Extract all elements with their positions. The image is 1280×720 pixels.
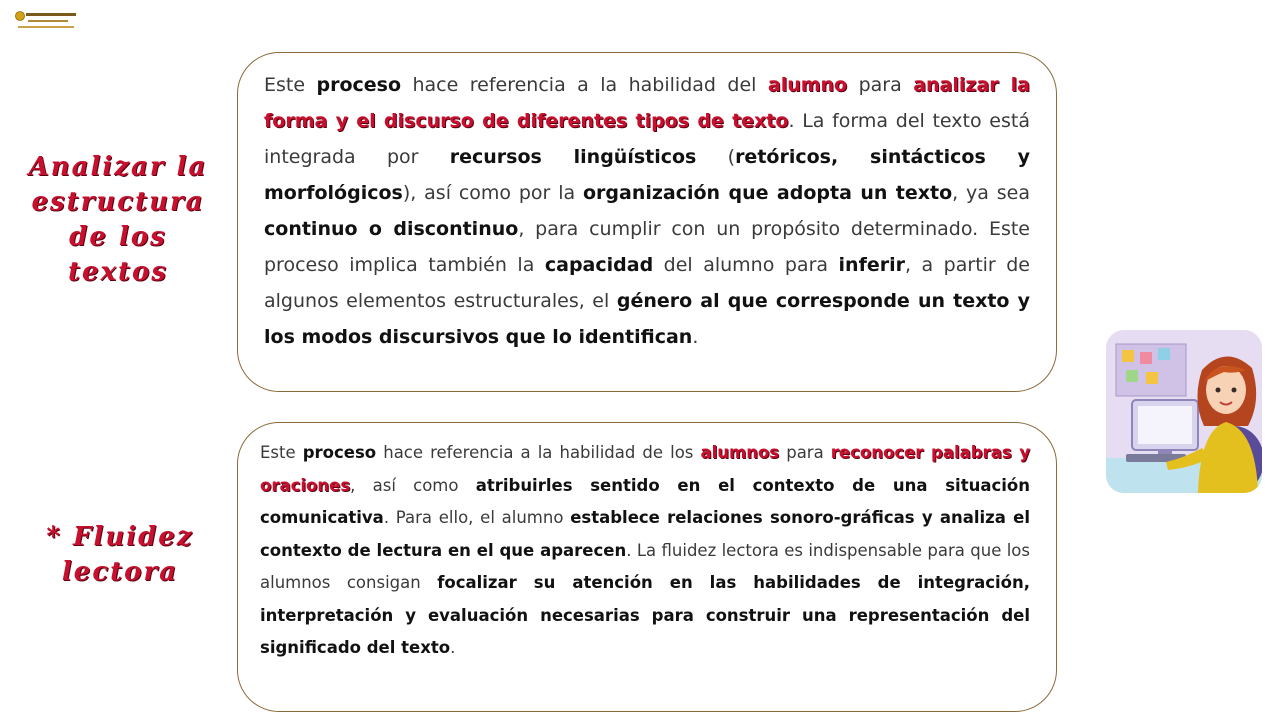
bold-phrase: capacidad [544,254,654,276]
bold-phrase: retóricos, sintácticos y morfológicos [264,146,1030,204]
text-run: para [847,74,914,96]
text-run: hace referencia a la habilidad de los [376,443,701,462]
bold-phrase: proceso [316,74,402,96]
section2-heading-line: lectora [61,557,179,587]
text-run: , así como [350,475,476,495]
section1-heading-line: textos [67,257,169,287]
section1-heading-line: de los [69,222,167,252]
section1-heading-line: Analizar la [28,152,208,182]
highlighted-phrase: alumno [767,74,848,96]
highlighted-phrase: alumnos [700,443,780,462]
text-run: , a partir de algunos elementos estructurales, el [264,254,1030,312]
text-run: ( [696,146,736,168]
text-run: . [692,326,699,348]
text-run: , para cumplir con un propósito determinado. Este proceso implica también la [264,218,1030,276]
bold-phrase: atribuirles sentido en el contexto de una situación comunicativa [260,475,1030,527]
text-run: . Para ello, el alumno [383,508,571,527]
section1-heading [18,150,218,290]
section2-text-box [237,422,1057,712]
highlighted-phrase: reconocer palabras y oraciones [260,443,1030,495]
bold-phrase: proceso [302,443,377,462]
bold-phrase: recursos lingüísticos [449,146,697,168]
text-run: . La forma del texto está integrada por [264,110,1030,168]
text-run: , ya sea [952,182,1031,204]
highlighted-phrase: analizar la forma y el discurso de diferentes tipos de texto [264,74,1030,132]
text-run: . La fluidez lectora es indispensable para que los alumnos consigan [260,540,1030,592]
section2-paragraph [260,437,1030,665]
bold-phrase: organización que adopta un texto [582,182,953,204]
text-run: para [779,443,831,462]
school-logo [14,10,80,36]
section2-heading [40,520,200,590]
bold-phrase: género al que corresponde un texto y los modos discursivos que lo identifican [264,290,1031,348]
section1-heading-line: estructura [31,187,205,217]
bold-phrase: inferir [838,254,905,276]
section2-heading-line: * Fluidez [46,522,194,552]
section1-paragraph [264,67,1030,355]
text-run: hace referencia a la habilidad del [401,74,768,96]
text-run: ), así como por la [402,182,583,204]
bold-phrase: focalizar su atención en las habilidades de integración, interpretación y evaluación necesarias para construir una representación del significado del texto [260,573,1031,657]
section1-text-box [237,52,1057,392]
text-run: . [450,638,456,657]
girl-at-computer-illustration [1106,330,1262,493]
bold-phrase: establece relaciones sonoro-gráficas y analiza el contexto de lectura en el que aparecen [260,508,1031,560]
text-run: Este [260,443,303,462]
text-run: Este [264,74,317,96]
text-run: del alumno para [653,254,839,276]
bold-phrase: continuo o discontinuo [264,218,519,240]
